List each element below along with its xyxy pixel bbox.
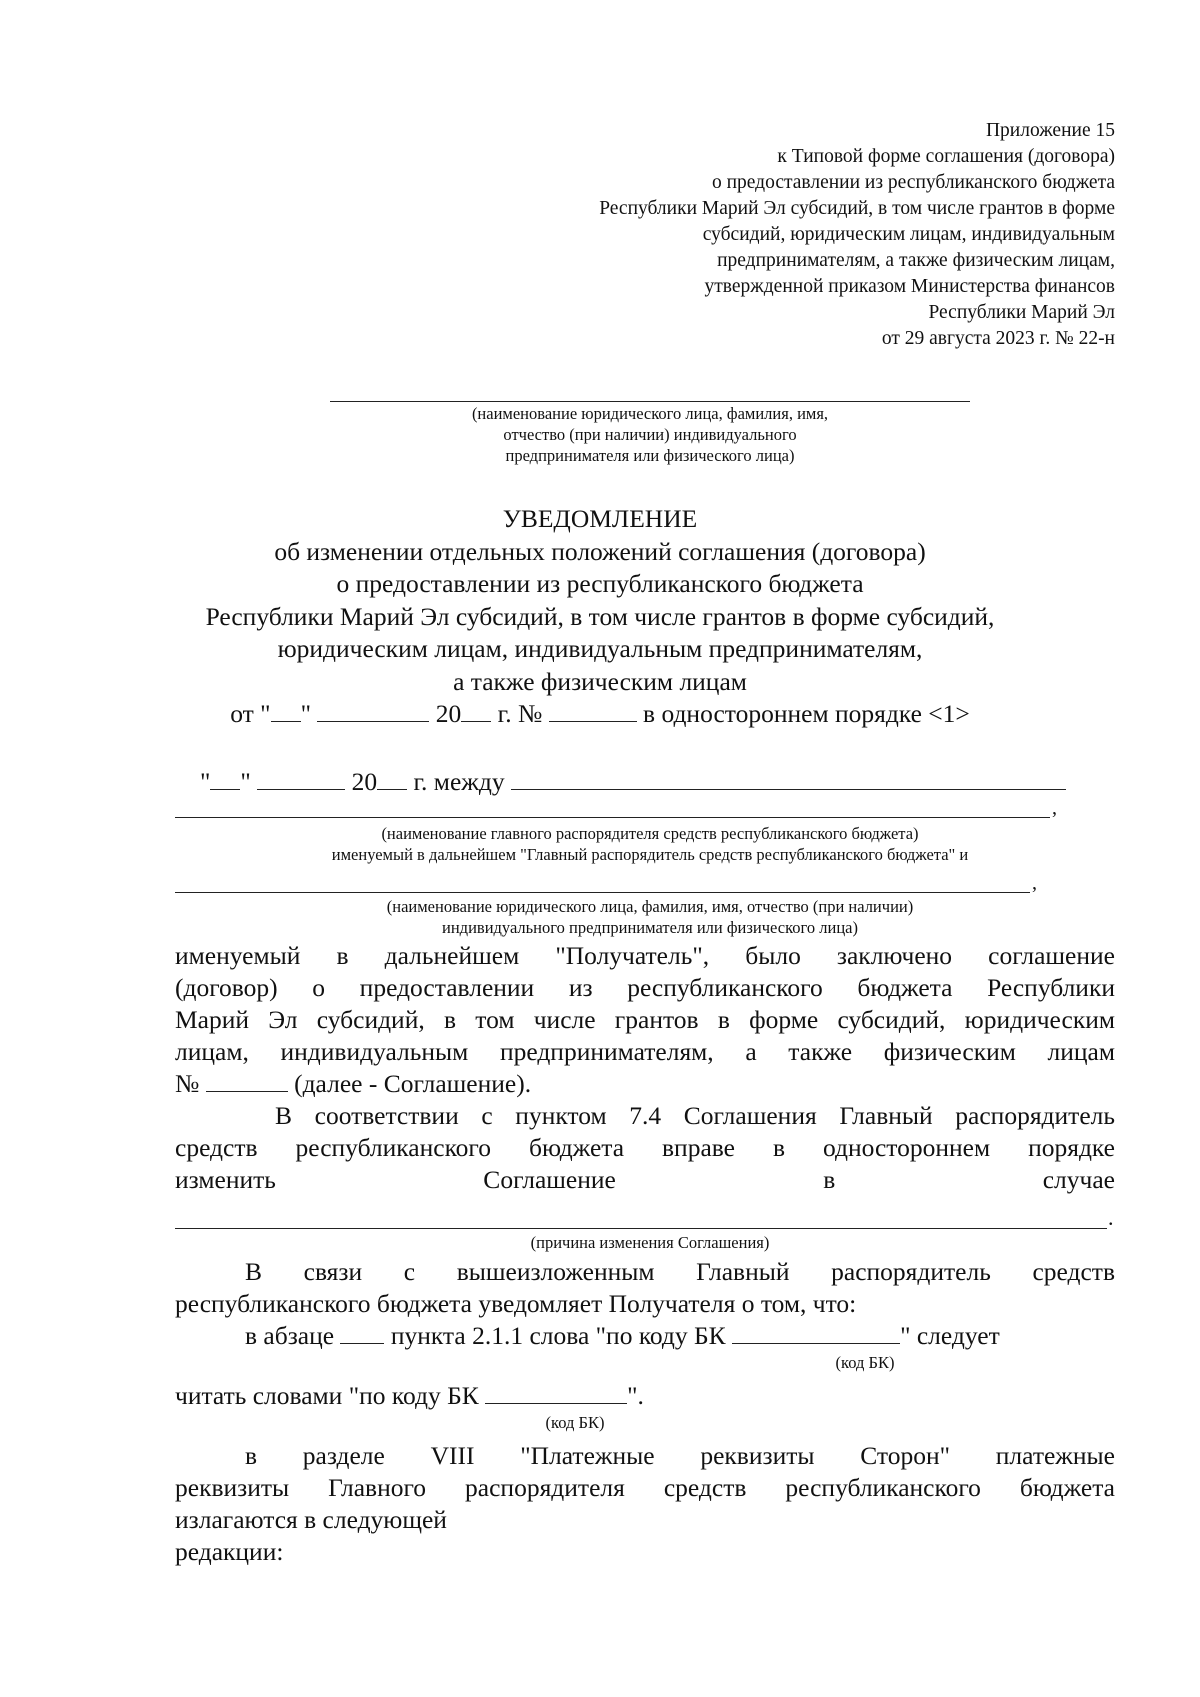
hereinafter-text: (далее - Соглашение). <box>294 1069 532 1098</box>
new-code-suffix: ". <box>627 1381 644 1410</box>
date-quote: " <box>300 699 311 728</box>
title-date-line <box>0 698 1200 731</box>
title-line: а также физическим лицам <box>453 666 747 696</box>
recipient-caption-line: (наименование юридического лица, фамилия, имя, <box>471 404 829 423</box>
legal-caption <box>0 896 1200 938</box>
period-mark: . <box>1108 1205 1114 1230</box>
between-label: г. между <box>413 767 505 796</box>
agreement-day-field[interactable] <box>210 767 240 790</box>
code-caption: (код БК) <box>835 1353 895 1372</box>
title-line: о предоставлении из республиканского бюджета <box>336 569 864 598</box>
authority-named-as: именуемый в дальнейшем "Главный распорядитель средств республиканского бюджета" и <box>331 845 969 864</box>
new-code-line <box>175 1380 1115 1412</box>
body-line: излагаются в следующей <box>175 1505 447 1534</box>
new-code-field[interactable] <box>485 1381 627 1404</box>
reason-field[interactable] <box>175 1228 1107 1229</box>
body-line: В соответствии с пунктом 7.4 Соглашения Главный распорядитель <box>275 1101 1115 1130</box>
recipient-caption-line: предпринимателя или физического лица) <box>505 446 795 465</box>
date-ot: от " <box>230 699 271 728</box>
body-line: Марий Эл субсидий, в том числе грантов в форме субсидий, юридическим <box>175 1005 1115 1034</box>
day-field[interactable] <box>271 699 301 722</box>
recipient-caption-line: отчество (при наличии) индивидуального <box>503 425 797 444</box>
body-line: В связи с вышеизложенным Главный распорядитель средств <box>245 1257 1115 1286</box>
notice-heading: УВЕДОМЛЕНИЕ <box>502 504 698 533</box>
code-caption: (код БК) <box>545 1413 605 1432</box>
body-line: изменить Соглашение в случае <box>175 1165 1115 1194</box>
month-field[interactable] <box>317 699 429 722</box>
header-line: субсидий, юридическим лицам, индивидуальным <box>702 224 1115 245</box>
appendix-header <box>435 118 1115 352</box>
authority-caption: (наименование главного распорядителя средств республиканского бюджета) <box>381 824 919 843</box>
recipient-name-line[interactable] <box>330 401 970 402</box>
agreement-year: 20 <box>351 767 378 796</box>
header-line: предпринимателям, а также физическим лицам, <box>717 250 1115 271</box>
date-tail: в одностороннем порядке <1> <box>643 699 970 728</box>
authority-name-field-2[interactable] <box>175 817 1050 818</box>
header-line: утвержденной приказом Министерства финансов <box>704 276 1115 297</box>
paragraph-number-field[interactable] <box>340 1321 384 1344</box>
legal-entity-field[interactable] <box>175 892 1030 893</box>
legal-caption-line: (наименование юридического лица, фамилия, имя, отчество (при наличии) <box>386 897 914 916</box>
header-line: Республики Марий Эл <box>928 302 1115 323</box>
body-line: республиканского бюджета уведомляет Получателя о том, что: <box>175 1289 857 1318</box>
agreement-number-line <box>175 1068 1115 1100</box>
agreement-number-field[interactable] <box>206 1069 288 1092</box>
paragraph-suffix: " следует <box>900 1321 1000 1350</box>
header-line: Приложение 15 <box>985 120 1115 141</box>
body-line: реквизиты Главного распорядителя средств республиканского бюджета <box>175 1473 1115 1502</box>
comma-mark: , <box>1052 797 1057 819</box>
header-line: о предоставлении из республиканского бюджета <box>711 172 1115 193</box>
number-label: г. № <box>497 699 543 728</box>
new-code-prefix: читать словами "по коду БК <box>175 1381 479 1410</box>
header-line: Республики Марий Эл субсидий, в том числе грантов в форме <box>599 198 1115 219</box>
agreement-month-field[interactable] <box>257 767 345 790</box>
header-line: от 29 августа 2023 г. № 22-н <box>881 328 1115 349</box>
recipient-caption <box>0 403 1200 466</box>
date-year: 20 <box>435 699 462 728</box>
notice-title <box>0 503 1200 731</box>
agreement-date-line <box>200 766 1066 798</box>
body-line: редакции: <box>175 1537 284 1566</box>
legal-caption-line: индивидуального предпринимателя или физического лица) <box>442 918 858 937</box>
comma-mark: , <box>1032 872 1037 894</box>
quote-close: " <box>240 767 251 796</box>
title-line: Республики Марий Эл субсидий, в том числе грантов в форме субсидий, <box>205 601 995 631</box>
body-line: именуемый в дальнейшем "Получатель", было заключено соглашение <box>175 941 1115 970</box>
body-line: лицам, индивидуальным предпринимателям, а также физическим лицам <box>175 1037 1115 1066</box>
body-line: средств республиканского бюджета вправе в одностороннем порядке <box>175 1133 1115 1162</box>
paragraph-mid: пункта 2.1.1 слова "по коду БК <box>390 1321 726 1350</box>
paragraph-code-line <box>245 1320 1185 1352</box>
quote-open: " <box>200 767 211 796</box>
header-line: к Типовой форме соглашения (договора) <box>777 146 1115 167</box>
year-field[interactable] <box>461 699 491 722</box>
notice-number-field[interactable] <box>549 699 637 722</box>
body-line: (договор) о предоставлении из республиканского бюджета Республики <box>175 973 1115 1002</box>
agreement-year-field[interactable] <box>377 767 407 790</box>
old-code-field[interactable] <box>732 1321 900 1344</box>
paragraph-prefix: в абзаце <box>245 1321 335 1350</box>
reason-caption: (причина изменения Соглашения) <box>530 1233 770 1252</box>
title-line: юридическим лицам, индивидуальным предпринимателям, <box>277 634 923 663</box>
body-line: в разделе VIII "Платежные реквизиты Сторон" платежные <box>245 1441 1115 1470</box>
authority-name-field-1[interactable] <box>511 767 1066 790</box>
title-line: об изменении отдельных положений соглашения (договора) <box>274 536 926 566</box>
number-sign: № <box>175 1069 200 1098</box>
